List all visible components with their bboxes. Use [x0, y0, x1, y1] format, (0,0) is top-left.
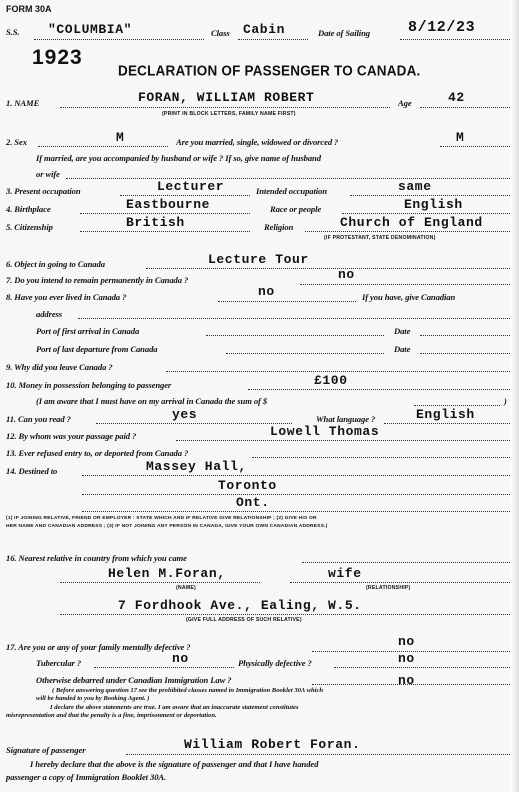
q6-label: 6. Object in going to Canada — [6, 259, 105, 269]
class-label: Class — [211, 28, 230, 38]
q17-value: no — [398, 634, 415, 649]
married-line — [440, 146, 510, 147]
q14-line-1 — [82, 475, 510, 476]
q14-note-2: HER NAME AND CANADIAN ADDRESS ; (3) IF NOT JOINING ANY PERSON IN CANADA, GIVE YOUR OWN CANADIAN ADDRESS.) — [6, 524, 328, 529]
form-number: FORM 30A — [6, 4, 52, 14]
q11-line — [96, 423, 292, 424]
q1-note: (PRINT IN BLOCK LETTERS, FAMILY NAME FIRST) — [162, 111, 296, 117]
form-title: DECLARATION OF PASSENGER TO CANADA. — [118, 62, 421, 79]
port-last-label: Port of last departure from Canada — [36, 344, 158, 354]
q16-rel-value: wife — [328, 566, 362, 581]
debarred-label: Otherwise debarred under Canadian Immigration Law ? — [36, 675, 232, 685]
married-label: Are you married, single, widowed or divorced ? — [176, 137, 339, 147]
q4-label: 4. Birthplace — [6, 204, 51, 214]
religion-label: Religion — [264, 222, 294, 232]
port-first-date-line — [420, 335, 510, 336]
q2-label: 2. Sex — [6, 137, 27, 147]
warning-2: will be handed to you by Booking Agent. ) — [36, 695, 150, 702]
q14-line-3 — [82, 511, 510, 512]
port-last-line — [226, 353, 384, 354]
q14-value-3: Ont. — [236, 495, 270, 510]
q10-note: (I am aware that I must have on my arrival in Canada the sum of $ — [36, 396, 268, 406]
language-label: What language ? — [316, 414, 376, 424]
debarred-line — [312, 684, 510, 685]
q8-address-line — [78, 318, 510, 319]
q2-line — [38, 146, 168, 147]
q16-address-value: 7 Fordhook Ave., Ealing, W.5. — [118, 598, 362, 613]
q9-line — [166, 371, 510, 372]
q3-label: 3. Present occupation — [6, 186, 81, 196]
age-line — [420, 107, 510, 108]
port-last-date-label: Date — [394, 344, 411, 354]
q4-value: Eastbourne — [126, 197, 211, 212]
q16-address-note: (GIVE FULL ADDRESS OF SUCH RELATIVE) — [186, 617, 302, 623]
race-line — [342, 213, 510, 214]
q2-line3: or wife — [36, 169, 60, 179]
class-value: Cabin — [243, 22, 286, 37]
q16-label: 16. Nearest relative in country from which you came — [6, 553, 187, 563]
q13-label: 13. Ever refused entry to, or deported from Canada ? — [6, 448, 189, 458]
q13-line — [252, 457, 510, 458]
q2-value: M — [116, 130, 125, 145]
warning-3: I declare the above statements are true. I am aware that an inaccurate statement constitutes — [50, 704, 299, 711]
port-last-date-line — [420, 353, 510, 354]
q3-value: Lecturer — [157, 179, 225, 194]
intended-value: same — [398, 179, 432, 194]
q14-line-2 — [82, 494, 510, 495]
language-value: English — [416, 407, 475, 422]
wife-line — [66, 178, 510, 179]
ss-label: S.S. — [6, 27, 20, 37]
q16-name-line — [60, 582, 260, 583]
q3-line — [120, 195, 250, 196]
q11-value: yes — [172, 407, 198, 422]
q5-value: British — [126, 215, 185, 230]
warning-1: ( Before answering question 17 see the prohibited classes named in Immigration Booklet 30A which — [52, 687, 324, 694]
q10-label: 10. Money in possession belonging to passenger — [6, 380, 172, 390]
ship-line — [34, 39, 204, 40]
q10-amount-line — [414, 405, 500, 406]
race-value: English — [404, 197, 463, 212]
q4-line — [80, 213, 250, 214]
declaration-2: passenger a copy of Immigration Booklet 30A. — [6, 772, 167, 782]
physical-line — [334, 667, 510, 668]
port-first-label: Port of first arrival in Canada — [36, 326, 140, 336]
q2-line2: If married, are you accompanied by husband or wife ? If so, give name of husband — [36, 153, 321, 163]
ship-name: "COLUMBIA" — [48, 22, 133, 37]
physical-label: Physically defective ? — [238, 658, 312, 668]
tubercular-label: Tubercular ? — [36, 658, 82, 668]
q12-value: Lowell Thomas — [270, 424, 380, 439]
q8-address: address — [36, 309, 63, 319]
age-label: Age — [398, 98, 412, 108]
q12-label: 12. By whom was your passage paid ? — [6, 431, 137, 441]
religion-value: Church of England — [340, 215, 483, 230]
q7-line — [300, 284, 510, 285]
intended-line — [350, 195, 510, 196]
signature-label: Signature of passenger — [6, 745, 86, 755]
q8-line — [218, 301, 356, 302]
age-value: 42 — [448, 90, 465, 105]
debarred-value: no — [398, 673, 415, 688]
signature-line — [126, 754, 510, 755]
tubercular-value: no — [172, 651, 189, 666]
q5-label: 5. Citizenship — [6, 222, 53, 232]
q16-address-line — [60, 614, 510, 615]
q14-label: 14. Destined to — [6, 466, 58, 476]
q11-label: 11. Can you read ? — [6, 414, 71, 424]
sailing-date: 8/12/23 — [408, 19, 476, 36]
q5-line — [80, 231, 250, 232]
q9-label: 9. Why did you leave Canada ? — [6, 362, 113, 372]
sailing-label: Date of Sailing — [318, 28, 370, 38]
q16-name-note: (NAME) — [176, 585, 196, 591]
intended-label: Intended occupation — [256, 186, 327, 196]
q6-value: Lecture Tour — [208, 252, 309, 267]
q17-label: 17. Are you or any of your family mentally defective ? — [6, 642, 191, 652]
signature-value: William Robert Foran. — [184, 737, 361, 752]
religion-line — [305, 231, 510, 232]
warning-4: misrepresentation and that the penalty is a fine, imprisonment or deportation. — [6, 712, 217, 719]
religion-note: (IF PROTESTANT, STATE DENOMINATION) — [324, 235, 436, 241]
q14-note-1: (1) IF JOINING RELATIVE, FRIEND OR EMPLOYER : STATE WHICH AND IF RELATIVE GIVE RELATIONSHIP ; (2) GIVE HIS OR — [6, 516, 317, 521]
q10-value: £100 — [314, 373, 348, 388]
q6-line — [146, 268, 510, 269]
declaration-1: I hereby declare that the above is the signature of passenger and that I have handed — [30, 759, 319, 769]
port-first-line — [206, 335, 384, 336]
port-first-date-label: Date — [394, 326, 411, 336]
year-handwritten: 1923 — [32, 46, 83, 69]
class-line — [238, 39, 308, 40]
q12-line — [176, 440, 510, 441]
q7-label: 7. Do you intend to remain permanently in Canada ? — [6, 275, 189, 285]
q16-name-value: Helen M.Foran, — [108, 566, 226, 581]
q8-value: no — [258, 284, 275, 299]
q14-value-2: Toronto — [218, 478, 277, 493]
q7-value: no — [338, 267, 355, 282]
q10-close: ) — [504, 396, 507, 406]
married-value: M — [456, 130, 465, 145]
language-line — [384, 423, 510, 424]
q8-if: If you have, give Canadian — [362, 292, 456, 302]
q16-rel-line — [290, 582, 510, 583]
page-edge — [511, 0, 519, 792]
q1-line — [60, 107, 390, 108]
q1-name-value: FORAN, WILLIAM ROBERT — [138, 90, 315, 105]
q1-label: 1. NAME — [6, 98, 40, 108]
q8-label: 8. Have you ever lived in Canada ? — [6, 292, 127, 302]
tubercular-line — [94, 667, 234, 668]
q16-rel-note: (RELATIONSHIP) — [366, 585, 411, 591]
q14-value-1: Massey Hall, — [146, 459, 247, 474]
q10-line — [248, 389, 510, 390]
race-label: Race or people — [270, 204, 322, 214]
sailing-line — [400, 39, 510, 40]
q16-line — [302, 562, 510, 563]
physical-value: no — [398, 651, 415, 666]
